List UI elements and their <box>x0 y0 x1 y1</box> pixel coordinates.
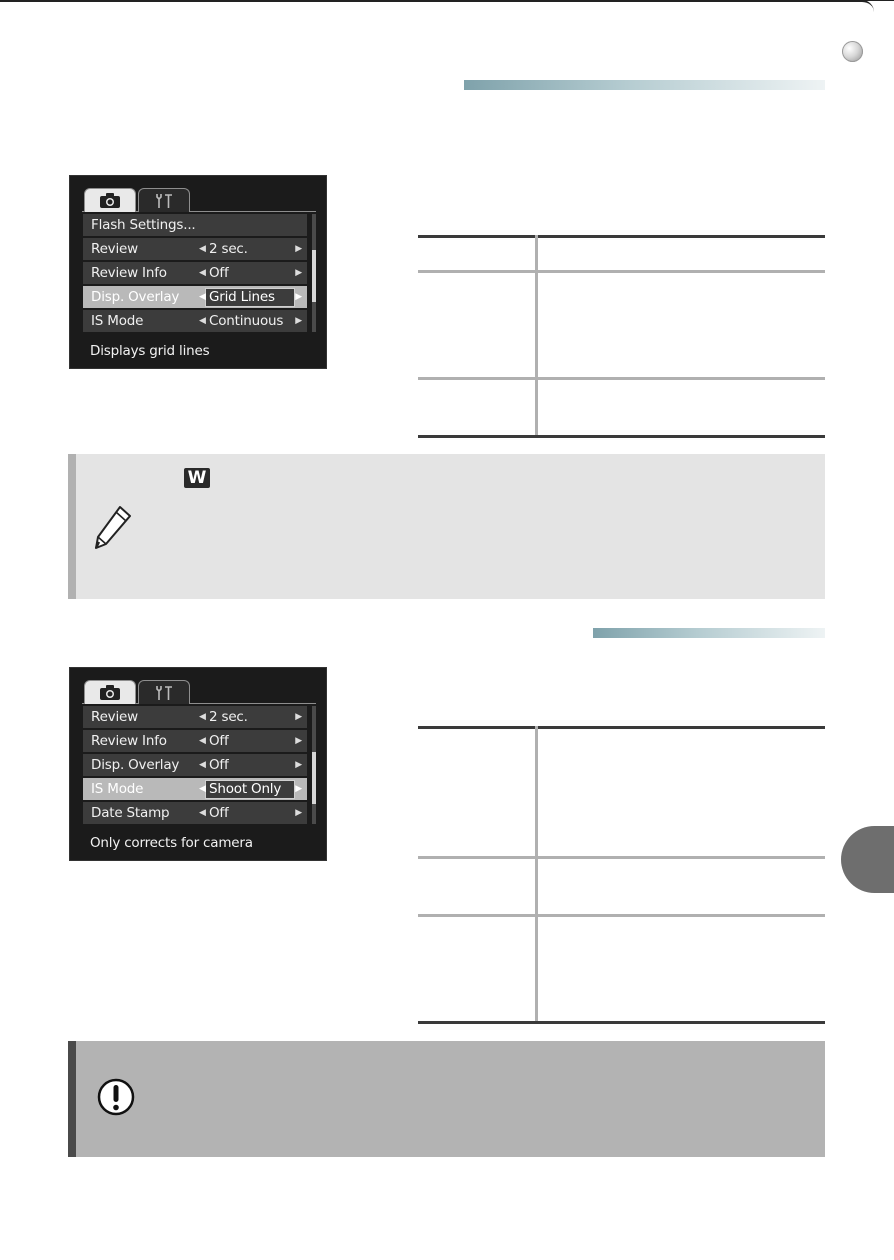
tab-setup[interactable] <box>138 188 190 212</box>
menu-item-value: 2 sec. <box>209 709 248 725</box>
right-arrow-icon[interactable]: ▶ <box>295 784 302 794</box>
section-heading-bar <box>593 628 825 638</box>
tab-setup[interactable] <box>138 680 190 704</box>
menu-item-value: Grid Lines <box>209 289 275 305</box>
options-table-2 <box>418 726 825 1026</box>
menu-item-value: Continuous <box>209 313 284 329</box>
scrollbar[interactable] <box>312 214 316 332</box>
menu-item-label: Disp. Overlay <box>91 289 180 305</box>
menu-item-value: Shoot Only <box>209 781 282 797</box>
menu-item-value: Off <box>209 733 229 749</box>
pencil-icon <box>92 504 134 554</box>
camera-icon <box>99 685 121 700</box>
page-top-rule <box>0 0 894 9</box>
left-arrow-icon[interactable]: ◀ <box>199 244 206 254</box>
menu-item[interactable] <box>83 262 307 284</box>
right-arrow-icon[interactable]: ▶ <box>295 712 302 722</box>
chapter-marker-icon <box>842 41 863 62</box>
menu-item-label: IS Mode <box>91 781 144 797</box>
menu-hint: Displays grid lines <box>90 343 210 359</box>
left-arrow-icon[interactable]: ◀ <box>199 760 206 770</box>
right-arrow-icon[interactable]: ▶ <box>295 808 302 818</box>
menu-item-label: Disp. Overlay <box>91 757 180 773</box>
left-arrow-icon[interactable]: ◀ <box>199 712 206 722</box>
menu-item[interactable] <box>83 214 307 236</box>
left-arrow-icon[interactable]: ◀ <box>199 808 206 818</box>
camera-icon <box>99 193 121 208</box>
options-table-1 <box>418 235 825 438</box>
section-heading-bar <box>464 80 825 90</box>
tools-icon <box>154 193 174 209</box>
menu-item-label: Review Info <box>91 265 167 281</box>
menu-rows <box>83 214 307 334</box>
menu-hint: Only corrects for camera <box>90 835 253 851</box>
menu-item[interactable] <box>83 310 307 332</box>
chapter-side-tab <box>841 826 894 893</box>
menu-item-label: Flash Settings... <box>91 217 196 233</box>
note-box <box>68 454 825 599</box>
exclamation-icon <box>96 1077 136 1117</box>
camera-menu-screen-2 <box>69 667 327 861</box>
menu-item-label: Review <box>91 709 138 725</box>
right-arrow-icon[interactable]: ▶ <box>295 244 302 254</box>
left-arrow-icon[interactable]: ◀ <box>199 784 206 794</box>
menu-item-value: Off <box>209 805 229 821</box>
right-arrow-icon[interactable]: ▶ <box>295 316 302 326</box>
camera-menu-screen-1 <box>69 175 327 369</box>
menu-item[interactable] <box>83 754 307 776</box>
menu-item-label: Review <box>91 241 138 257</box>
scrollbar[interactable] <box>312 706 316 824</box>
menu-item[interactable] <box>83 778 307 800</box>
menu-item[interactable] <box>83 802 307 824</box>
left-arrow-icon[interactable]: ◀ <box>199 268 206 278</box>
left-arrow-icon[interactable]: ◀ <box>199 316 206 326</box>
menu-item[interactable] <box>83 238 307 260</box>
tools-icon <box>154 685 174 701</box>
left-arrow-icon[interactable]: ◀ <box>199 736 206 746</box>
menu-item-value: Off <box>209 757 229 773</box>
left-arrow-icon[interactable]: ◀ <box>199 292 206 302</box>
auto-mode-badge: W <box>184 468 210 488</box>
menu-item-label: IS Mode <box>91 313 144 329</box>
menu-item[interactable] <box>83 730 307 752</box>
menu-rows <box>83 706 307 826</box>
tab-shooting[interactable] <box>84 680 136 704</box>
menu-item[interactable] <box>83 286 307 308</box>
menu-item-value: Off <box>209 265 229 281</box>
tab-shooting[interactable] <box>84 188 136 212</box>
caution-box <box>68 1041 825 1157</box>
right-arrow-icon[interactable]: ▶ <box>295 760 302 770</box>
menu-item-label: Date Stamp <box>91 805 170 821</box>
menu-item-label: Review Info <box>91 733 167 749</box>
right-arrow-icon[interactable]: ▶ <box>295 268 302 278</box>
right-arrow-icon[interactable]: ▶ <box>295 292 302 302</box>
right-arrow-icon[interactable]: ▶ <box>295 736 302 746</box>
menu-item-value: 2 sec. <box>209 241 248 257</box>
menu-item[interactable] <box>83 706 307 728</box>
